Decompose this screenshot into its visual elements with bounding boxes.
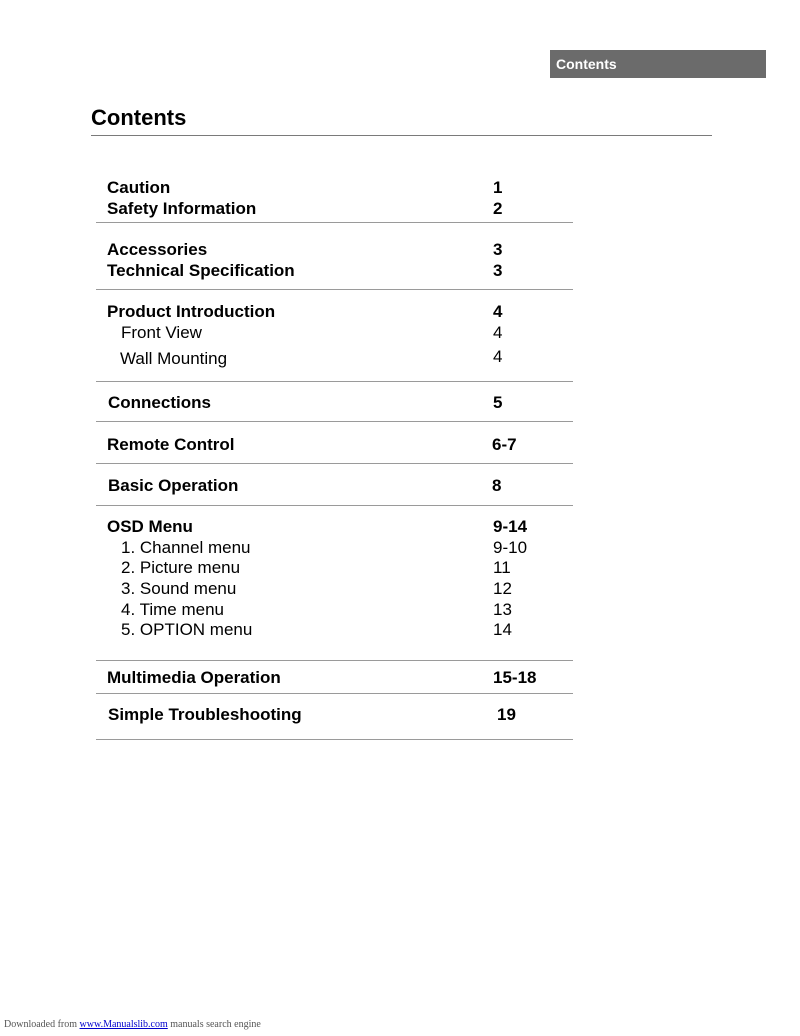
toc-page-safety-information: 2	[493, 199, 503, 218]
toc-entry-basic-operation[interactable]: Basic Operation	[108, 476, 239, 495]
toc-entry-product-introduction[interactable]: Product Introduction	[107, 302, 276, 321]
toc-page-osd-menu: 9-14	[493, 517, 528, 536]
toc-page-front-view: 4	[493, 323, 503, 342]
toc-entry-technical-specification[interactable]: Technical Specification	[107, 261, 295, 280]
download-footer	[4, 1019, 261, 1030]
toc-entry-option-menu[interactable]: 5. OPTION menu	[121, 620, 253, 639]
toc-page-caution: 1	[493, 178, 503, 197]
toc-entry-safety-information[interactable]: Safety Information	[107, 199, 257, 218]
toc-page-basic-operation: 8	[492, 476, 502, 495]
toc-divider	[96, 693, 573, 694]
toc-entry-channel-menu[interactable]: 1. Channel menu	[121, 538, 251, 557]
toc-entry-caution[interactable]: Caution	[107, 178, 171, 197]
toc-entry-simple-troubleshooting[interactable]: Simple Troubleshooting	[108, 705, 302, 724]
toc-entry-picture-menu[interactable]: 2. Picture menu	[121, 558, 241, 577]
toc-page-connections: 5	[493, 393, 503, 412]
toc-page-remote-control: 6-7	[492, 435, 517, 454]
toc-entry-front-view[interactable]: Front View	[121, 323, 202, 342]
toc-entry-multimedia-operation[interactable]: Multimedia Operation	[107, 668, 281, 687]
footer-suffix: manuals search engine	[167, 1019, 261, 1030]
toc-divider	[96, 739, 573, 740]
toc-page-sound-menu: 12	[493, 579, 512, 598]
toc-entry-sound-menu[interactable]: 3. Sound menu	[121, 579, 237, 598]
toc-entry-osd-menu[interactable]: OSD Menu	[107, 517, 193, 536]
toc-page-accessories: 3	[493, 240, 503, 259]
toc-divider	[96, 421, 573, 422]
page-title: Contents	[91, 105, 187, 130]
toc-entry-accessories[interactable]: Accessories	[107, 240, 208, 259]
toc-page-product-introduction: 4	[493, 302, 503, 321]
toc-divider	[96, 463, 573, 464]
toc-page-time-menu: 13	[493, 600, 512, 619]
toc-page-channel-menu: 9-10	[493, 538, 528, 557]
toc-page-multimedia-operation: 15-18	[493, 668, 537, 687]
toc-page-wall-mounting: 4	[493, 347, 503, 366]
toc-divider	[96, 660, 573, 661]
toc-page-picture-menu: 11	[493, 558, 511, 577]
toc-entry-remote-control[interactable]: Remote Control	[107, 435, 235, 454]
toc-entry-time-menu[interactable]: 4. Time menu	[121, 600, 224, 619]
toc-divider	[96, 505, 573, 506]
toc-divider	[96, 222, 573, 223]
toc-entry-wall-mounting[interactable]: Wall Mounting	[120, 349, 228, 368]
manualslib-link[interactable]: www.Manualslib.com	[79, 1019, 168, 1030]
toc-divider	[96, 289, 573, 290]
toc-page-simple-troubleshooting: 19	[497, 705, 516, 724]
title-underline	[91, 135, 712, 136]
toc-page-technical-specification: 3	[493, 261, 503, 280]
toc-entry-connections[interactable]: Connections	[108, 393, 211, 412]
toc-page-option-menu: 14	[493, 620, 512, 639]
toc-divider	[96, 381, 573, 382]
section-tab-badge: Contents	[550, 50, 766, 78]
footer-prefix: Downloaded from	[4, 1019, 80, 1030]
